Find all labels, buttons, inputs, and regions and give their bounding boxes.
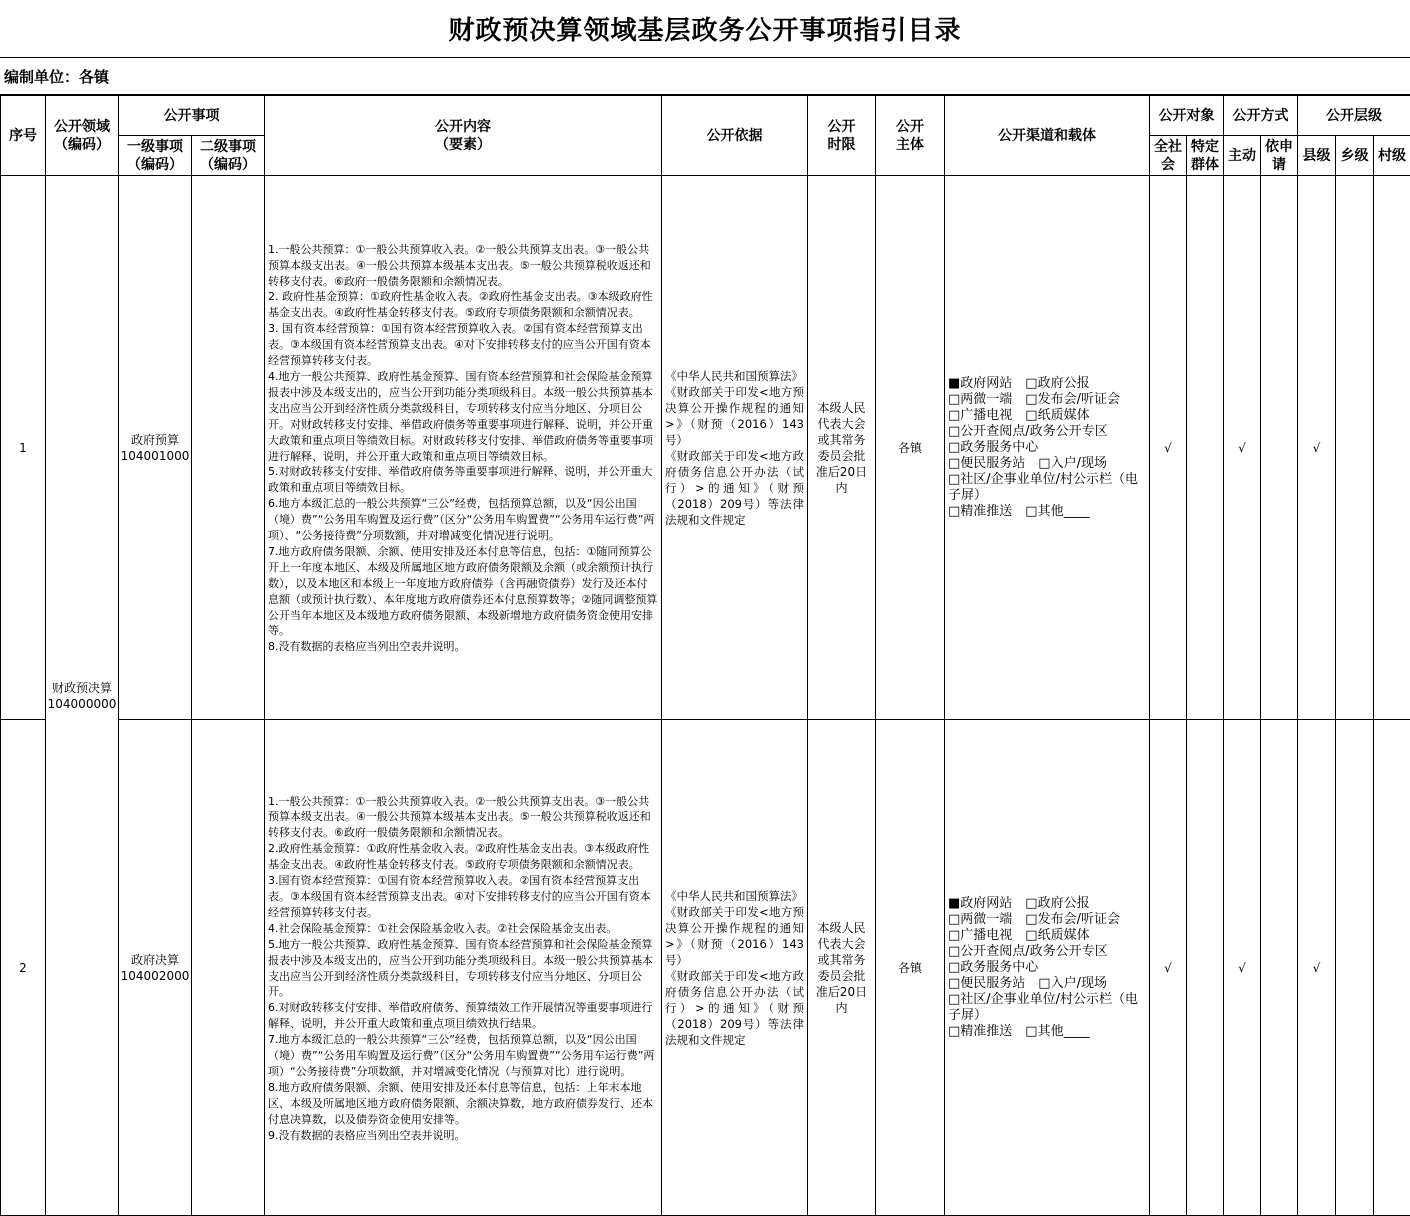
channel-option: □社区/企事业单位/村公示栏（电子屏） [948,992,1146,1024]
time-limit-cell: 本级人民代表大会或其常务委员会批准后20日内 [808,720,876,1216]
level2-item-cell [192,176,265,720]
item-code: 104002000 [119,968,191,984]
channel-cell [945,176,1150,720]
channel-option: □政务服务中心 [948,440,1146,456]
basis-line: 《中华人民共和国预算法》 [665,368,804,384]
content-line: 2.政府性基金预算：①政府性基金收入表。②政府性基金支出表。③本级政府性基金支出表。④政府性基金转移支付表。⑤政府专项债务限额和余额情况表。 [268,841,658,873]
header-level-county: 县级 [1298,136,1336,176]
header-target-all-l2: 会 [1150,156,1186,174]
domain-code: 104000000 [46,696,118,712]
basis-cell [662,720,808,1216]
basis-line: 《财政部关于印发<地方政府债务信息公开办法（试行）>的通知》（财预（2018）209号）等法律法规和文件规定 [665,968,804,1048]
header-time-l1: 公开 [808,118,875,136]
item-code: 104001000 [119,448,191,464]
content-line: 9.没有数据的表格应当列出空表并说明。 [268,1128,658,1144]
header-level: 公开层级 [1298,96,1410,136]
channel-option: □精准推送 □其他____ [948,1024,1146,1040]
header-method: 公开方式 [1224,96,1298,136]
check-target-all: √ [1150,176,1187,720]
domain-name: 财政预决算 [46,680,118,696]
header-target-all-l1: 全社 [1150,138,1186,156]
channel-option: □两微一端 □发布会/听证会 [948,912,1146,928]
content-line: 6.地方本级汇总的一般公共预算“三公”经费，包括预算总额，以及“因公出国（境）费”“公务用车购置及运行费”（区分“公务用车购置费”“公务用车运行费”两项）、“公务接待费”分项数额，并对增减变化情况进行说明。 [268,496,658,544]
header-level2-l2: （编码） [192,156,264,174]
header-matter: 公开事项 [119,96,265,136]
header-target: 公开对象 [1150,96,1224,136]
channel-option: □公开查阅点/政务公开专区 [948,424,1146,440]
row-seq: 2 [1,720,46,1216]
header-method-request-l1: 依申 [1261,138,1297,156]
basis-line: 《财政部关于印发<地方预决算公开操作规程的通知>》（财预（2016）143号） [665,384,804,448]
content-line: 5.对财政转移支付安排、举借政府债务等重要事项进行解释、说明，并公开重大政策和重点项目等绩效目标。 [268,464,658,496]
header-time [808,96,876,176]
header-level-village: 村级 [1374,136,1410,176]
header-level1-l1: 一级事项 [119,138,191,156]
check-level-county: √ [1298,720,1336,1216]
header-method-request-l2: 请 [1261,156,1297,174]
title-row [0,0,1410,58]
content-line: 7.地方政府债务限额、余额、使用安排及还本付息等信息，包括：①随同预算公开上一年度本地区、本级及所属地区地方政府债务限额及余额（或余额预计执行数），以及本地区和本级上一年度地方政府债券（含再融资债券）发行及还本付息额（或预计执行数）、本年度地方政府债券还本付息预算数等；②随同调整预算公开当年本地区及本级地方政府债务限额、本级新增地方政府债务资金使用安排等。 [268,544,658,639]
check-target-specific [1187,176,1224,720]
channel-option: □便民服务站 □入户/现场 [948,976,1146,992]
channel-option: □便民服务站 □入户/现场 [948,456,1146,472]
page-title: 财政预决算领域基层政务公开事项指引目录 [448,10,961,47]
check-method-active: √ [1224,176,1261,720]
compiling-unit: 编制单位：各镇 [4,66,109,87]
channel-option: □两微一端 □发布会/听证会 [948,392,1146,408]
content-cell [265,176,662,720]
subject-cell: 各镇 [876,720,945,1216]
header-domain [46,96,119,176]
content-line: 1.一般公共预算：①一般公共预算收入表。②一般公共预算支出表。③一般公共预算本级支出表。④一般公共预算本级基本支出表。⑤一般公共预算税收返还和转移支付表。⑥政府一般债务限额和余额情况表。 [268,794,658,842]
check-method-request [1261,720,1298,1216]
content-line: 3.国有资本经营预算：①国有资本经营预算收入表。②国有资本经营预算支出表。③本级国有资本经营预算支出表。④对下安排转移支付的应当公开国有资本经营预算转移支付表。 [268,873,658,921]
channel-option: □公开查阅点/政务公开专区 [948,944,1146,960]
header-content [265,96,662,176]
check-level-town [1336,176,1374,720]
channel-option: ■政府网站 □政府公报 [948,376,1146,392]
header-subject-l2: 主体 [876,136,944,154]
content-line: 8.地方政府债务限额、余额、使用安排及还本付息等信息，包括：上年末本地区、本级及所属地区地方政府债务限额、余额决算数，地方政府债券发行、还本付息决算数，以及债券资金使用安排等。 [268,1080,658,1128]
check-level-village [1374,176,1410,720]
content-line: 3. 国有资本经营预算：①国有资本经营预算收入表。②国有资本经营预算支出表。③本级国有资本经营预算支出表。④对下安排转移支付的应当公开国有资本经营预算转移支付表。 [268,321,658,369]
level2-item-cell [192,720,265,1216]
header-method-active: 主动 [1224,136,1261,176]
header-target-specific [1187,136,1224,176]
header-subject [876,96,945,176]
header-domain-label: 公开领域 [46,118,118,136]
check-target-specific [1187,720,1224,1216]
table-row [1,720,1410,1216]
item-cell [119,176,192,720]
basis-line: 《中华人民共和国预算法》 [665,888,804,904]
header-level1-l2: （编码） [119,156,191,174]
row-seq: 1 [1,176,46,720]
header-domain-code: （编码） [46,136,118,154]
channel-option: □广播电视 □纸质媒体 [948,408,1146,424]
channel-option: □广播电视 □纸质媒体 [948,928,1146,944]
content-line: 8.没有数据的表格应当列出空表并说明。 [268,639,658,655]
header-level2-l1: 二级事项 [192,138,264,156]
content-line: 4.社会保险基金预算：①社会保险基金收入表。②社会保险基金支出表。 [268,921,658,937]
check-method-request [1261,176,1298,720]
content-line: 4.地方一般公共预算、政府性基金预算、国有资本经营预算和社会保险基金预算报表中涉及本级支出的，应当公开到功能分类项级科目。本级一般公共预算基本支出应当公开到经济性质分类款级科目，专项转移支付应当分地区、分项目公开。对财政转移支付安排、举借政府债务等重要事项进行解释、说明，并公开重大政策和重点项目等绩效目标。对财政转移支付安排、举借政府债务等重要事项进行解释、说明，并公开重大政策和重点项目等绩效目标。 [268,369,658,464]
check-level-county: √ [1298,176,1336,720]
header-target-specific-l1: 特定 [1187,138,1223,156]
item-name: 政府决算 [119,952,191,968]
content-line: 6.对财政转移支付安排、举借政府债务、预算绩效工作开展情况等重要事项进行解释、说明，并公开重大政策和重点项目绩效执行结果。 [268,1000,658,1032]
header-seq: 序号 [1,96,46,176]
basis-cell [662,176,808,720]
check-level-town [1336,720,1374,1216]
channel-option: □精准推送 □其他____ [948,504,1146,520]
header-content-sub: （要素） [265,136,661,154]
item-name: 政府预算 [119,432,191,448]
header-time-l2: 时限 [808,136,875,154]
header-subject-l1: 公开 [876,118,944,136]
check-method-active: √ [1224,720,1261,1216]
basis-line: 《财政部关于印发<地方预决算公开操作规程的通知>》（财预（2016）143号） [665,904,804,968]
header-level-town: 乡级 [1336,136,1374,176]
header-content-label: 公开内容 [265,118,661,136]
channel-option: □社区/企事业单位/村公示栏（电子屏） [948,472,1146,504]
header-level2 [192,136,265,176]
header-basis: 公开依据 [662,96,808,176]
channel-option: □政务服务中心 [948,960,1146,976]
content-line: 1.一般公共预算：①一般公共预算收入表。②一般公共预算支出表。③一般公共预算本级支出表。④一般公共预算本级基本支出表。⑤一般公共预算税收返还和转移支付表。⑥政府一般债务限额和余额情况表。 [268,242,658,290]
content-line: 2. 政府性基金预算：①政府性基金收入表。②政府性基金支出表。③本级政府性基金支出表。④政府性基金转移支付表。⑤政府专项债务限额和余额情况表。 [268,289,658,321]
content-line: 5.地方一般公共预算、政府性基金预算、国有资本经营预算和社会保险基金预算报表中涉及本级支出的，应当公开到功能分类项级科目。本级一般公共预算基本支出应当公开到经济性质分类款级科目，专项转移支付应当分地区、分项目公开。 [268,937,658,1001]
channel-option: ■政府网站 □政府公报 [948,896,1146,912]
header-level1 [119,136,192,176]
subject-cell: 各镇 [876,176,945,720]
header-target-specific-l2: 群体 [1187,156,1223,174]
table-row [1,176,1410,720]
header-method-request [1261,136,1298,176]
header-target-all [1150,136,1187,176]
basis-line: 《财政部关于印发<地方政府债务信息公开办法（试行）>的通知》（财预（2018）209号）等法律法规和文件规定 [665,448,804,528]
channel-cell [945,720,1150,1216]
check-level-village [1374,720,1410,1216]
content-line: 7.地方本级汇总的一般公共预算“三公”经费，包括预算总额，以及“因公出国（境）费”“公务用车购置及运行费”（区分“公务用车购置费”“公务用车运行费”两项）“公务接待费”分项数额，并对增减变化情况（与预算对比）进行说明。 [268,1032,658,1080]
content-cell [265,720,662,1216]
check-target-all: √ [1150,720,1187,1216]
directory-table [0,95,1410,1216]
header-channel: 公开渠道和载体 [945,96,1150,176]
time-limit-cell: 本级人民代表大会或其常务委员会批准后20日内 [808,176,876,720]
item-cell [119,720,192,1216]
domain-cell [46,176,119,1216]
unit-row [0,58,1410,95]
